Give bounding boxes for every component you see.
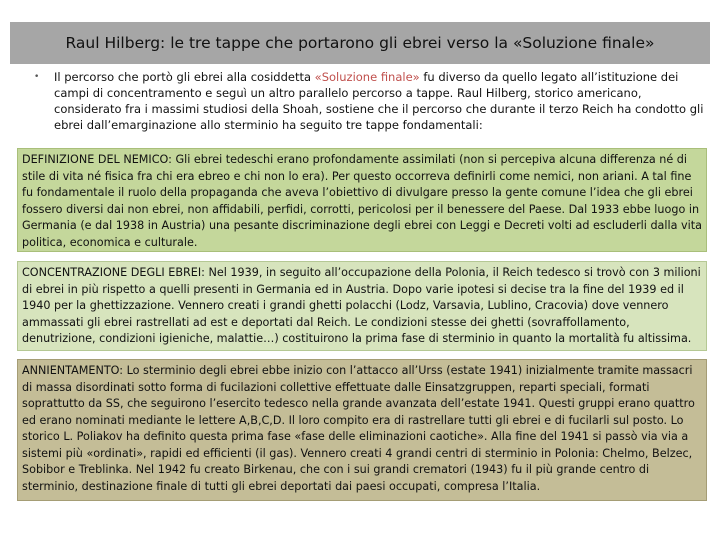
stage-box-concentrazione <box>17 261 707 351</box>
intro-highlight: «Soluzione finale» <box>314 70 420 84</box>
stage-box-annientamento <box>17 359 707 501</box>
intro-paragraph <box>54 69 710 133</box>
title-bar <box>10 22 710 64</box>
intro-text-before: Il percorso che portò gli ebrei alla cosiddetta <box>54 70 315 84</box>
page-title: Raul Hilberg: le tre tappe che portarono gli ebrei verso la «Soluzione finale» <box>65 34 655 52</box>
stage-text: DEFINIZIONE DEL NEMICO: Gli ebrei tedeschi erano profondamente assimilati (non si percepiva alcuna differenza né di stile di vita né fisica fra chi era ebreo e chi non lo era). Per questo occorreva definirli come nemici, non ariani. A tal fine fu fondamentale il ruolo della propaganda che aveva l’obiettivo di divulgare presso la gente comune l’idea che gli ebrei fossero diversi dai non ebrei, non affidabili, perfidi, corrotti, pericolosi per il benessere del Paese. Dal 1933 ebbe luogo in Germania (e dal 1938 in Austria) una pesante discriminazione degli ebrei con Leggi e Decreti volti ad escluderli dalla vita politica, economica e culturale. <box>22 153 703 249</box>
stage-box-definizione <box>17 148 707 252</box>
intro-bullet-item <box>28 69 710 133</box>
intro-text-after: fu diverso da quello legato all’istituzione dei campi di concentramento e seguì un altro parallelo percorso a tappe. Raul Hilberg, storico americano, considerato fra i massimi studiosi della Shoah, sostiene che il percorso che durante il terzo Reich ha condotto gli ebrei dall’emarginazione allo sterminio ha seguito tre tappe fondamentali: <box>54 70 704 132</box>
stage-text: CONCENTRAZIONE DEGLI EBREI: Nel 1939, in seguito all’occupazione della Polonia, il Reich tedesco si trovò con 3 milioni di ebrei in più rispetto a quelli presenti in Germania ed in Austria. Dopo varie ipotesi si decise tra la fine del 1939 ed il 1940 per la ghettizzazione. Vennero creati i grandi ghetti polacchi (Lodz, Varsavia, Lublino, Cracovia) dove vennero ammassati gli ebrei rastrellati ad est e deportati dal Reich. Le condizioni stesse dei ghetti (sovraffollamento, denutrizione, condizioni igieniche, malattie…) costituirono la prima fase di sterminio in quanto la mortalità fu altissima. <box>22 266 701 345</box>
stage-text: ANNIENTAMENTO: Lo sterminio degli ebrei ebbe inizio con l’attacco all’Urss (estate 1941) inizialmente tramite massacri di massa disordinati sotto forma di fucilazioni collettive effettuate dalle Einsatzgruppen, reparti speciali, formati soprattutto da SS, che seguirono l’esercito tedesco nella grande avanzata dell’estate 1941. Questi gruppi erano quattro ed erano nominati mediante le lettere A,B,C,D. Il loro compito era di rastrellare tutti gli ebrei e di fucilarli sul posto. Lo storico L. Poliakov ha definito questa prima fase «fase delle eliminazioni caotiche». Alla fine del 1941 si passò via via a sistemi più «ordinati», rapidi ed efficienti (il gas). Vennero creati 4 grandi centri di sterminio in Polonia: Chelmo, Belzec, Sobibor e Treblinka. Nel 1942 fu creato Birkenau, che con i sui grandi crematori (1943) fu il più grande centro di sterminio, destinazione finale di tutti gli ebrei deportati dai paesi occupati, compresa l’Italia. <box>22 364 695 493</box>
bullet-icon: • <box>34 72 40 82</box>
